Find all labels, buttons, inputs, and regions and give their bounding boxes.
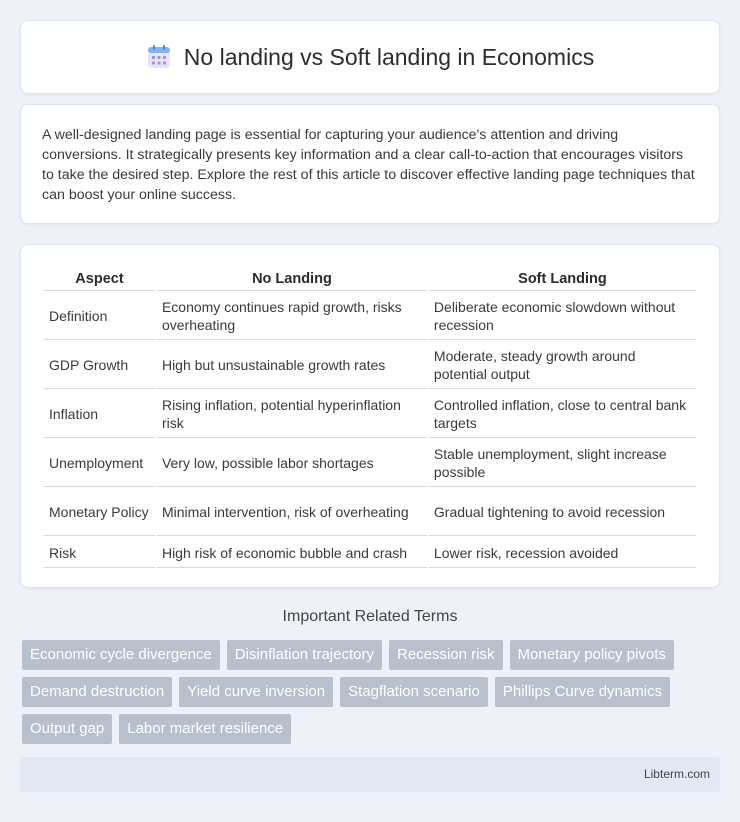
calendar-icon — [146, 44, 172, 70]
column-header-no-landing: No Landing — [157, 267, 427, 291]
column-header-aspect: Aspect — [44, 267, 155, 291]
related-term-tag[interactable]: Yield curve inversion — [179, 677, 333, 707]
related-term-tag[interactable]: Demand destruction — [22, 677, 172, 707]
title-wrap — [146, 44, 594, 71]
table-cell: Stable unemployment, slight increase possible — [429, 440, 696, 487]
table-cell: Economy continues rapid growth, risks overheating — [157, 293, 427, 340]
table-cell: Rising inflation, potential hyperinflation risk — [157, 391, 427, 438]
related-terms-list — [22, 640, 722, 744]
table-cell: Inflation — [44, 391, 155, 438]
related-term-tag[interactable]: Output gap — [22, 714, 112, 744]
comparison-table — [42, 265, 698, 570]
table-cell: Controlled inflation, close to central bank targets — [429, 391, 696, 438]
footer-site-link[interactable]: Libterm.com — [643, 767, 710, 781]
table-cell: GDP Growth — [44, 342, 155, 389]
table-row — [44, 538, 696, 568]
table-row — [44, 342, 696, 389]
header-card — [20, 20, 720, 94]
table-cell: Moderate, steady growth around potential output — [429, 342, 696, 389]
table-row — [44, 440, 696, 487]
table-row — [44, 293, 696, 340]
table-cell: Minimal intervention, risk of overheating — [157, 489, 427, 536]
table-cell: Gradual tightening to avoid recession — [429, 489, 696, 536]
table-row — [44, 489, 696, 536]
column-header-soft-landing: Soft Landing — [429, 267, 696, 291]
table-cell: Monetary Policy — [44, 489, 155, 536]
comparison-table-card — [20, 244, 720, 588]
related-term-tag[interactable]: Labor market resilience — [119, 714, 291, 744]
related-term-tag[interactable]: Economic cycle divergence — [22, 640, 220, 670]
related-term-tag[interactable]: Monetary policy pivots — [510, 640, 674, 670]
table-cell: Very low, possible labor shortages — [157, 440, 427, 487]
table-cell: High but unsustainable growth rates — [157, 342, 427, 389]
intro-card — [20, 104, 720, 224]
table-row — [44, 391, 696, 438]
table-cell: Unemployment — [44, 440, 155, 487]
table-cell: Risk — [44, 538, 155, 568]
related-term-tag[interactable]: Disinflation trajectory — [227, 640, 382, 670]
intro-paragraph: A well-designed landing page is essential for capturing your audience's attention and driving conversions. It strategically presents key information and a clear call-to-action that encourages visitors to take the desired step. Explore the rest of this article to discover effective landing page techniques that can boost your online success. — [42, 127, 695, 203]
table-cell: Definition — [44, 293, 155, 340]
page-title: No landing vs Soft landing in Economics — [183, 43, 595, 70]
table-cell: Deliberate economic slowdown without recession — [429, 293, 696, 340]
footer — [20, 757, 720, 792]
related-term-tag[interactable]: Recession risk — [389, 640, 503, 670]
related-term-tag[interactable]: Phillips Curve dynamics — [495, 677, 670, 707]
table-cell: Lower risk, recession avoided — [429, 538, 696, 568]
related-term-tag[interactable]: Stagflation scenario — [340, 677, 488, 707]
related-terms-title: Important Related Terms — [282, 608, 458, 625]
table-header-row — [44, 267, 696, 291]
table-cell: High risk of economic bubble and crash — [157, 538, 427, 568]
